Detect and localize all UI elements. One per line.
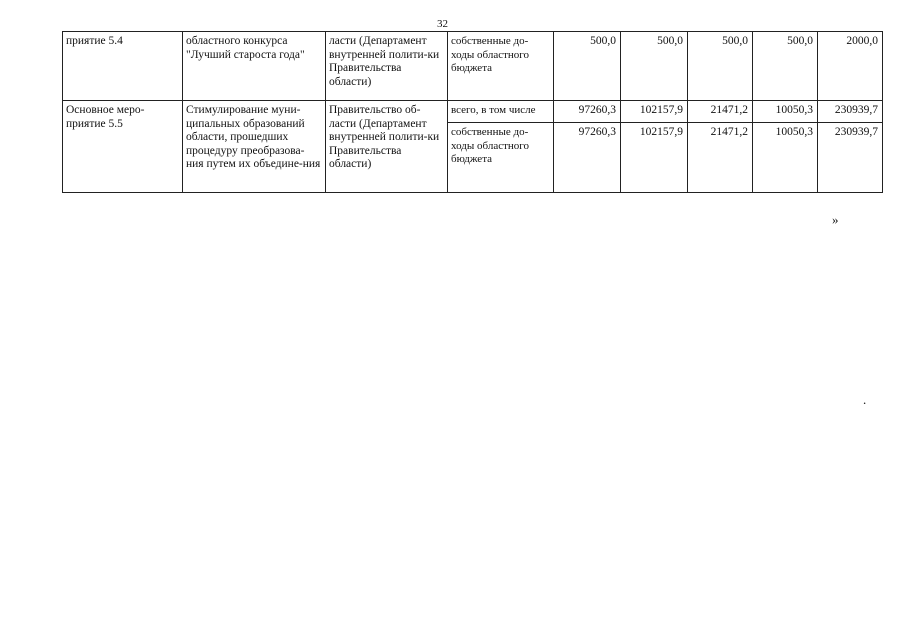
activity-title-cell: Стимулирование муни-ципальных образований области, прошедших процедуру преобразова-ния путем их объедине-ния [183,101,326,193]
table-row [63,101,883,123]
value-cell: 2000,0 [818,32,883,101]
closing-quote: » [832,212,839,227]
value-cell: 500,0 [753,32,818,101]
stray-mark: . [863,392,867,407]
value-cell: 21471,2 [688,101,753,123]
activity-name-cell: приятие 5.4 [63,32,183,101]
executor-cell: Правительство об-ласти (Департамент внутренней полити-ки Правительства области) [326,101,448,193]
executor-cell: ласти (Департамент внутренней полити-ки Правительства области) [326,32,448,101]
value-cell: 230939,7 [818,101,883,123]
table-row [63,32,883,101]
value-cell: 10050,3 [753,123,818,193]
value-cell: 97260,3 [554,101,621,123]
value-cell: 500,0 [621,32,688,101]
value-cell: 500,0 [554,32,621,101]
funding-source-cell: всего, в том числе [448,101,554,123]
value-cell: 102157,9 [621,123,688,193]
program-table [62,31,883,193]
value-cell: 10050,3 [753,101,818,123]
activity-title-cell: областного конкурса "Лучший староста года" [183,32,326,101]
value-cell: 21471,2 [688,123,753,193]
value-cell: 97260,3 [554,123,621,193]
value-cell: 230939,7 [818,123,883,193]
activity-name-cell: Основное меро-приятие 5.5 [63,101,183,193]
value-cell: 102157,9 [621,101,688,123]
value-cell: 500,0 [688,32,753,101]
funding-source-cell: собственные до-ходы областного бюджета [448,32,554,101]
funding-source-cell: собственные до-ходы областного бюджета [448,123,554,193]
page-number: 32 [437,18,448,30]
